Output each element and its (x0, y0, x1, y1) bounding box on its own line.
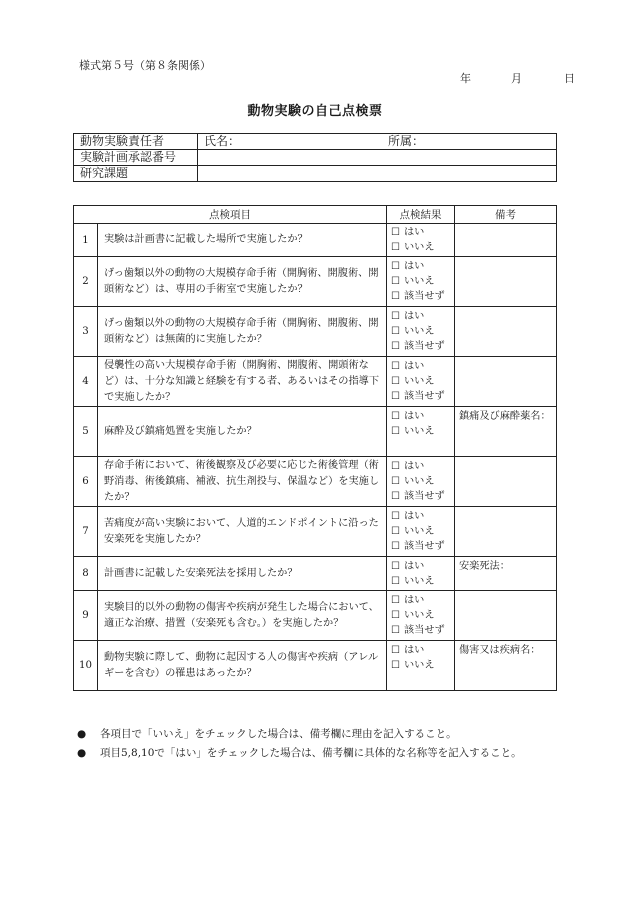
remarks-cell[interactable] (455, 224, 557, 257)
row-question: げっ歯類以外の動物の大規模存命手術（開胸術、開腹術、開頭術など）は、専用の手術室で実施したか？ (98, 257, 387, 307)
option-yes[interactable]: ☐ はい (391, 511, 425, 522)
name-label: 氏名： (204, 134, 241, 148)
result-options (387, 641, 455, 691)
research-topic-label: 研究課題 (74, 166, 198, 182)
document-title: 動物実験の自己点検票 (247, 104, 383, 119)
checkbox-icon[interactable]: ☐ (391, 625, 400, 636)
column-header-result: 点検結果 (387, 206, 455, 224)
inspection-checklist-table (73, 205, 557, 691)
checkbox-icon[interactable]: ☐ (391, 491, 400, 502)
table-row (74, 224, 557, 257)
option-no[interactable]: ☐ いいえ (391, 660, 435, 671)
research-topic-field[interactable] (198, 166, 557, 182)
checkbox-icon[interactable]: ☐ (391, 261, 400, 272)
result-options (387, 457, 455, 507)
row-number: 3 (74, 307, 98, 357)
approval-number-field[interactable] (198, 150, 557, 166)
checkbox-icon[interactable]: ☐ (391, 560, 400, 572)
table-row (74, 507, 557, 557)
remarks-cell[interactable] (455, 357, 557, 407)
checkbox-icon[interactable]: ☐ (391, 511, 400, 522)
name-affiliation-field[interactable] (198, 134, 557, 150)
column-header-item: 点検項目 (74, 206, 387, 224)
remarks-cell[interactable] (455, 457, 557, 507)
option-yes[interactable]: ☐ はい (391, 311, 425, 322)
table-row (74, 641, 557, 691)
option-na[interactable]: ☐ 該当せず (391, 625, 445, 636)
option-yes[interactable]: ☐ はい (391, 361, 425, 372)
option-na[interactable]: ☐ 該当せず (391, 341, 445, 352)
checkbox-icon[interactable]: ☐ (391, 227, 400, 238)
option-yes[interactable]: ☐ はい (391, 261, 425, 272)
row-question: 侵襲性の高い大規模存命手術（開胸術、開腹術、開頭術など）は、十分な知識と経験を有する者、あるいはその指導下で実施したか？ (98, 357, 387, 407)
result-options (387, 257, 455, 307)
row-question: げっ歯類以外の動物の大規模存命手術（開胸術、開腹術、開頭術など）は無菌的に実施したか？ (98, 307, 387, 357)
table-row (74, 307, 557, 357)
result-options (387, 557, 455, 591)
option-yes[interactable]: ☐ はい (391, 560, 425, 572)
option-na[interactable]: ☐ 該当せず (391, 541, 445, 552)
remarks-cell[interactable]: 傷害又は疾病名： (455, 641, 557, 691)
checkbox-icon[interactable]: ☐ (391, 311, 400, 322)
option-no[interactable]: ☐ いいえ (391, 276, 435, 287)
row-number: 5 (74, 407, 98, 457)
row-number: 10 (74, 641, 98, 691)
checkbox-icon[interactable]: ☐ (391, 326, 400, 337)
responsible-label: 動物実験責任者 (74, 134, 198, 150)
affiliation-label: 所属： (388, 134, 425, 148)
row-number: 6 (74, 457, 98, 507)
checkbox-icon[interactable]: ☐ (391, 660, 400, 671)
result-options (387, 591, 455, 641)
option-no[interactable]: ☐ いいえ (391, 575, 435, 587)
result-options (387, 407, 455, 457)
note-item (77, 744, 522, 763)
checkbox-icon[interactable]: ☐ (391, 341, 400, 352)
table-row (74, 591, 557, 641)
applicant-info-table (73, 133, 557, 182)
remarks-cell[interactable] (455, 257, 557, 307)
row-question: 計画書に記載した安楽死法を採用したか？ (98, 557, 387, 591)
option-no[interactable]: ☐ いいえ (391, 526, 435, 537)
result-options (387, 224, 455, 257)
checkbox-icon[interactable]: ☐ (391, 595, 400, 606)
row-number: 1 (74, 224, 98, 257)
checkbox-icon[interactable]: ☐ (391, 361, 400, 372)
remarks-cell[interactable]: 安楽死法： (455, 557, 557, 591)
bullet-icon: ● (77, 728, 87, 740)
remarks-cell[interactable]: 鎮痛及び麻酔薬名： (455, 407, 557, 457)
form-number: 様式第５号（第８条関係） (79, 59, 211, 72)
remarks-cell[interactable] (455, 507, 557, 557)
table-row (74, 407, 557, 457)
date-month-label: 月 (511, 72, 522, 85)
checkbox-icon[interactable]: ☐ (391, 291, 400, 302)
checkbox-icon[interactable]: ☐ (391, 575, 400, 587)
option-yes[interactable]: ☐ はい (391, 645, 425, 656)
option-yes[interactable]: ☐ はい (391, 227, 425, 238)
checkbox-icon[interactable]: ☐ (391, 242, 400, 253)
row-question: 動物実験に際して、動物に起因する人の傷害や疾病（アレルギーを含む）の罹患はあったか？ (98, 641, 387, 691)
option-no[interactable]: ☐ いいえ (391, 426, 435, 437)
note-item (77, 725, 522, 744)
checkbox-icon[interactable]: ☐ (391, 376, 400, 387)
notes-section (77, 725, 522, 763)
option-no[interactable]: ☐ いいえ (391, 326, 435, 337)
checkbox-icon[interactable]: ☐ (391, 645, 400, 656)
row-question: 麻酔及び鎮痛処置を実施したか？ (98, 407, 387, 457)
bullet-icon: ● (77, 747, 87, 759)
table-row (74, 357, 557, 407)
table-row (74, 257, 557, 307)
note-text: 項目5,8,10で「はい」をチェックした場合は、備考欄に具体的な名称等を記入すること。 (100, 747, 522, 759)
checkbox-icon[interactable]: ☐ (391, 426, 400, 437)
option-no[interactable]: ☐ いいえ (391, 610, 435, 621)
checkbox-icon[interactable]: ☐ (391, 610, 400, 621)
checkbox-icon[interactable]: ☐ (391, 476, 400, 487)
option-no[interactable]: ☐ いいえ (391, 376, 435, 387)
result-options (387, 507, 455, 557)
table-row (74, 557, 557, 591)
checkbox-icon[interactable]: ☐ (391, 391, 400, 402)
remarks-cell[interactable] (455, 591, 557, 641)
row-number: 2 (74, 257, 98, 307)
approval-number-label: 実験計画承認番号 (74, 150, 198, 166)
row-question: 苦痛度が高い実験において、人道的エンドポイントに沿った安楽死を実施したか？ (98, 507, 387, 557)
row-number: 8 (74, 557, 98, 591)
date-year-label: 年 (460, 72, 471, 85)
option-na[interactable]: ☐ 該当せず (391, 391, 445, 402)
checkbox-icon[interactable]: ☐ (391, 411, 400, 422)
result-options (387, 357, 455, 407)
table-row (74, 457, 557, 507)
result-options (387, 307, 455, 357)
row-number: 9 (74, 591, 98, 641)
option-yes[interactable]: ☐ はい (391, 461, 425, 472)
row-question: 実験は計画書に記載した場所で実施したか？ (98, 224, 387, 257)
option-no[interactable]: ☐ いいえ (391, 476, 435, 487)
remarks-cell[interactable] (455, 307, 557, 357)
checkbox-icon[interactable]: ☐ (391, 461, 400, 472)
checkbox-icon[interactable]: ☐ (391, 276, 400, 287)
option-na[interactable]: ☐ 該当せず (391, 491, 445, 502)
column-header-remarks: 備考 (455, 206, 557, 224)
date-day-label: 日 (564, 72, 575, 85)
row-question: 実験目的以外の動物の傷害や疾病が発生した場合において、適正な治療、措置（安楽死も含む。）を実施したか？ (98, 591, 387, 641)
checkbox-icon[interactable]: ☐ (391, 526, 400, 537)
option-na[interactable]: ☐ 該当せず (391, 291, 445, 302)
option-yes[interactable]: ☐ はい (391, 595, 425, 606)
row-number: 4 (74, 357, 98, 407)
note-text: 各項目で「いいえ」をチェックした場合は、備考欄に理由を記入すること。 (100, 728, 457, 740)
option-no[interactable]: ☐ いいえ (391, 242, 435, 253)
row-number: 7 (74, 507, 98, 557)
checkbox-icon[interactable]: ☐ (391, 541, 400, 552)
option-yes[interactable]: ☐ はい (391, 411, 425, 422)
row-question: 存命手術において、術後観察及び必要に応じた術後管理（術野消毒、術後鎮痛、補液、抗生剤投与、保温など）を実施したか？ (98, 457, 387, 507)
